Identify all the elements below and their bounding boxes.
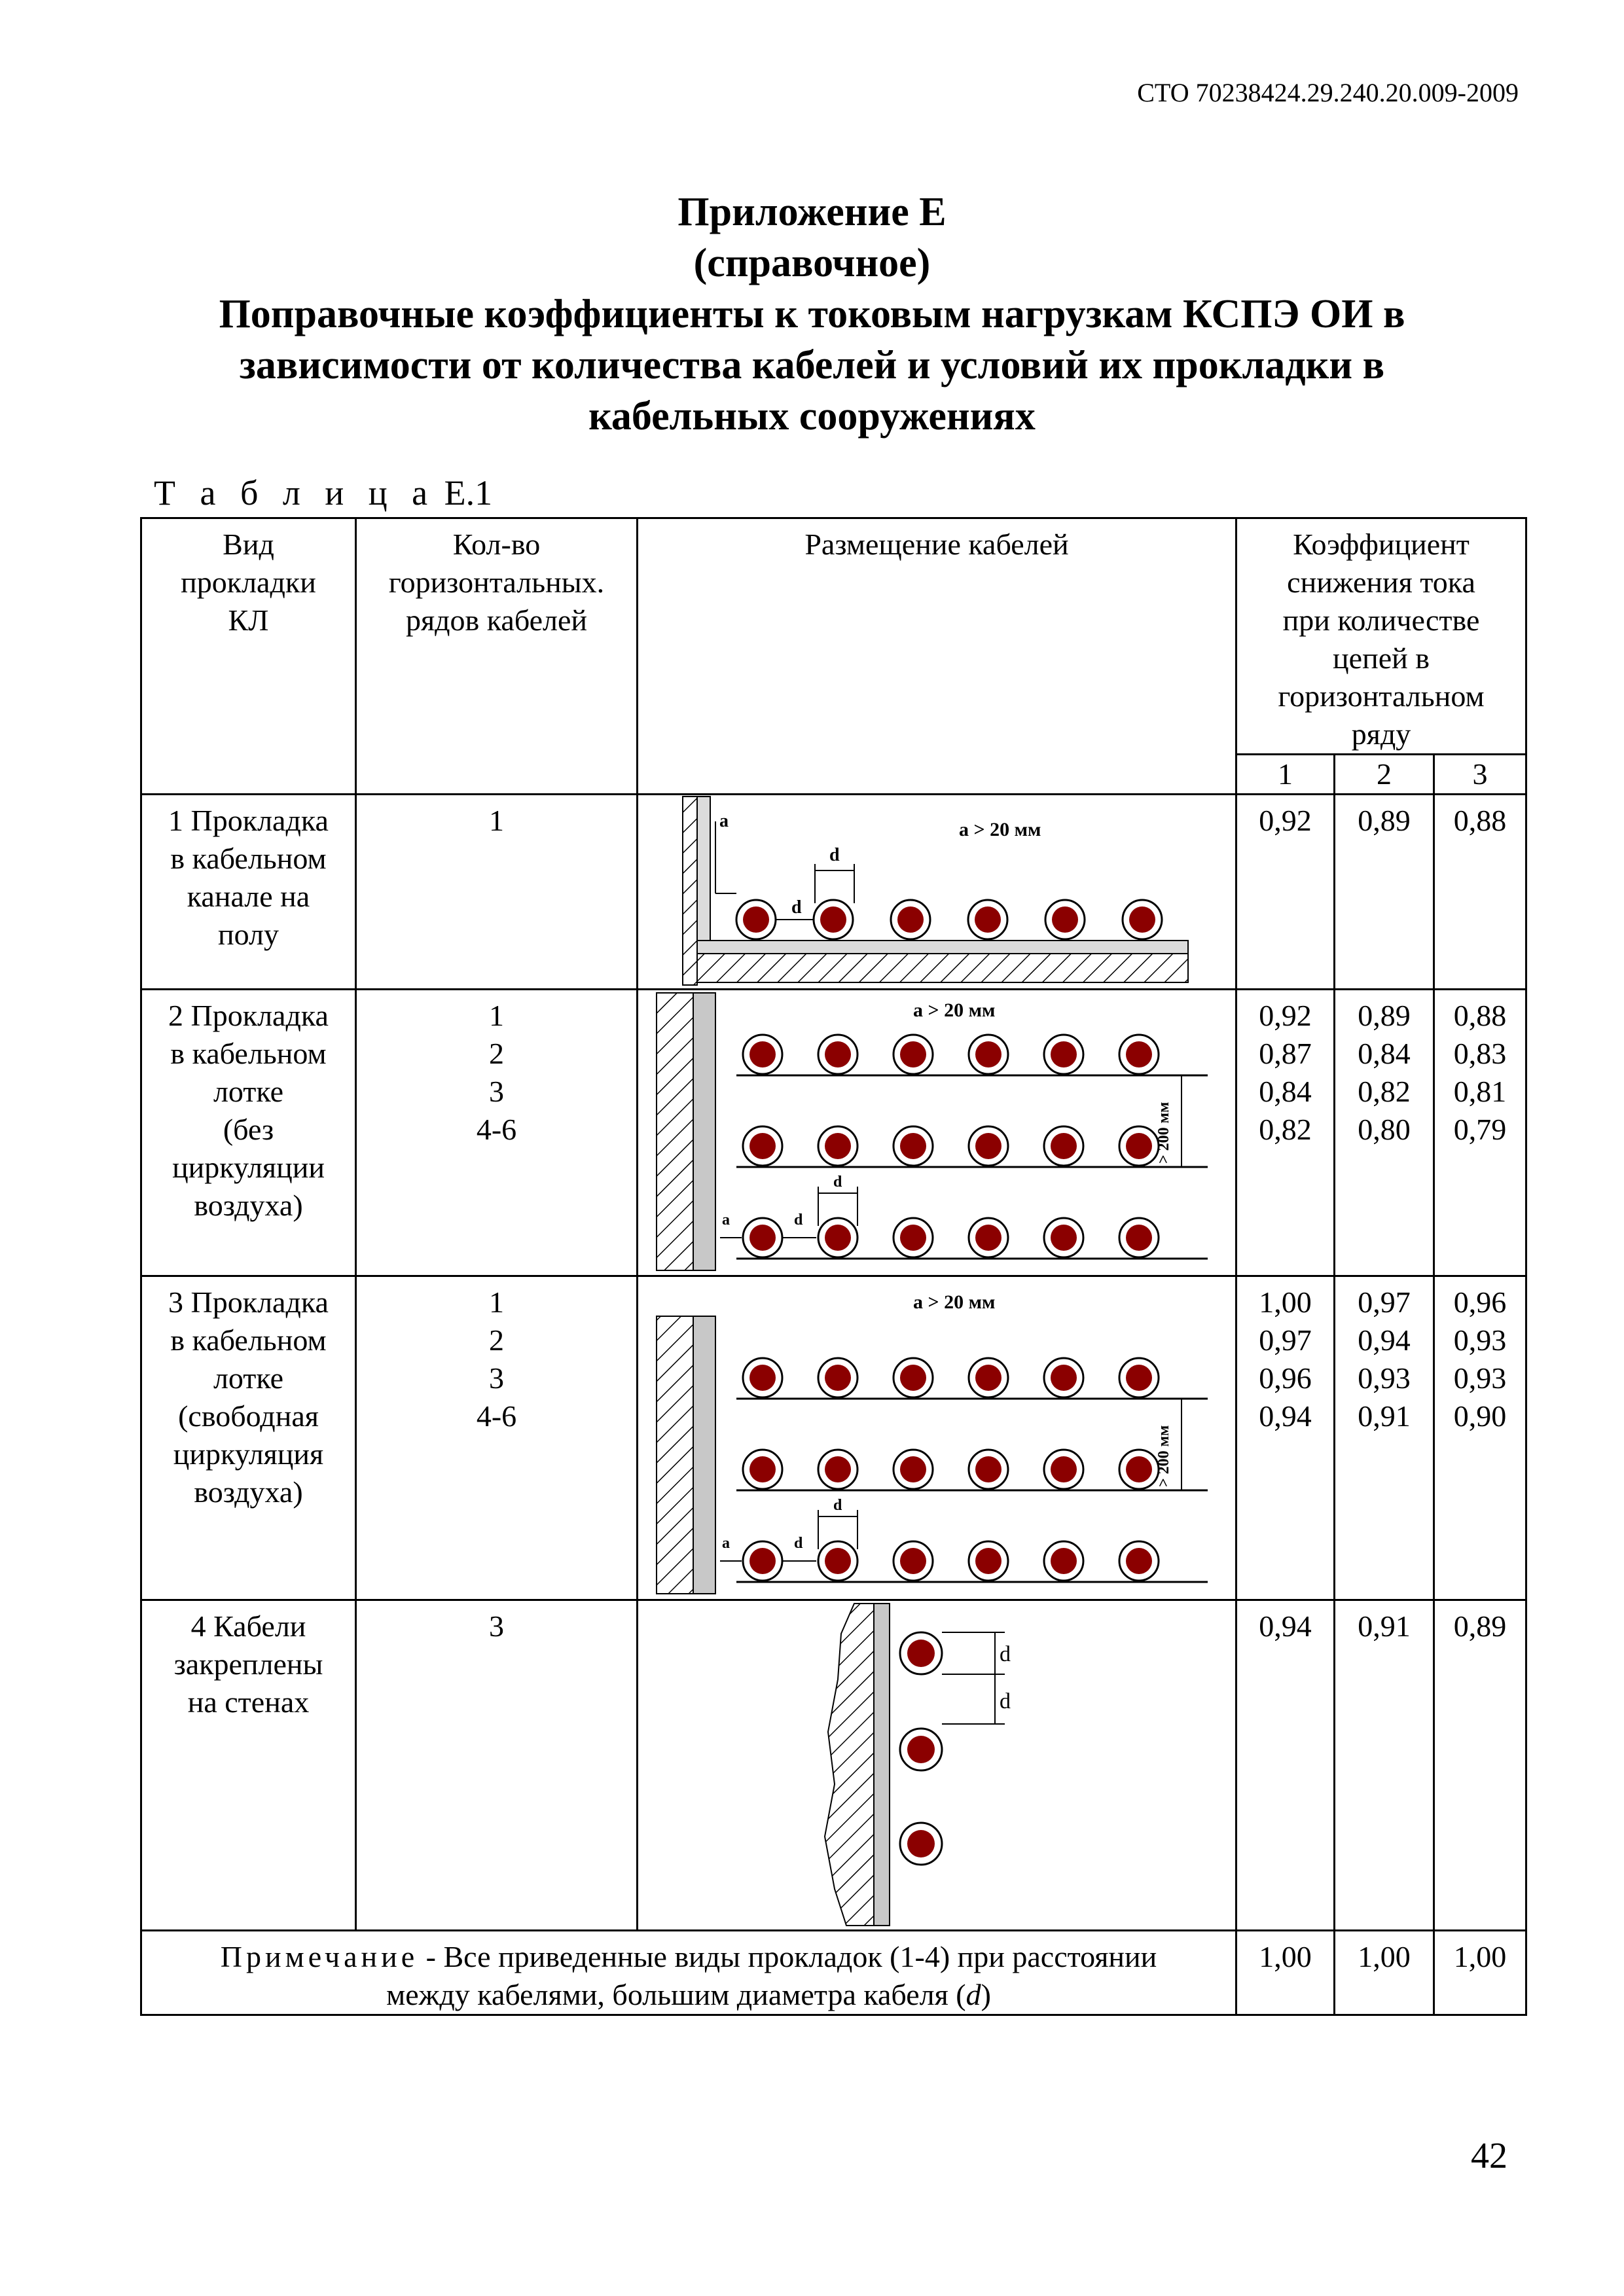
note-var-d: d [965, 1978, 981, 2011]
dim-d-label: d [791, 897, 802, 918]
title-line-1: Приложение Е [677, 190, 947, 234]
arrangement-figure-2 [638, 990, 1236, 1276]
table-caption-number: Е.1 [444, 473, 493, 512]
floor-plate [697, 941, 1188, 954]
table-caption-word: Т а б л и ц а [154, 473, 436, 512]
laying-type-cell: 3 Прокладка в кабельном лотке (свободная циркуляция воздуха) [141, 1276, 356, 1600]
cable [818, 1126, 857, 1166]
dim-a-label: a [722, 1211, 730, 1229]
coef-3-cell: 0,96 0,93 0,93 0,90 [1434, 1276, 1526, 1600]
wall-plate [697, 797, 710, 941]
cable [1119, 1450, 1159, 1489]
coef-2-cell: 0,91 [1335, 1600, 1434, 1931]
dim-d-label: d [829, 845, 840, 865]
tray-support [693, 1316, 715, 1594]
wall-mounted-diagram [638, 1601, 1233, 1928]
table-caption [154, 473, 492, 513]
document-code: СТО 70238424.29.240.20.009-2009 [1137, 78, 1519, 107]
wall-hatch [657, 993, 693, 1270]
coef-3-cell: 0,89 [1434, 1600, 1526, 1931]
cable [1045, 900, 1085, 939]
cable [969, 1218, 1008, 1257]
note-text-2: между кабелями, большим диаметра кабеля ( [386, 1978, 966, 2011]
vertical-gap-label: > 200 мм [1155, 1102, 1172, 1164]
laying-type-cell: 4 Кабели закреплены на стенах [141, 1600, 356, 1931]
cable [969, 1541, 1008, 1581]
cable [1119, 1541, 1159, 1581]
note-row [141, 1931, 1526, 2015]
dimension-lines [942, 1632, 1005, 1724]
coef-2-cell: 0,89 [1335, 795, 1434, 990]
cable [900, 1823, 942, 1865]
floor-hatch [697, 954, 1188, 982]
header-coefficient: Коэффициент снижения тока при количестве цепей в горизонтальном ряду [1236, 518, 1526, 755]
wall-hatch [825, 1604, 874, 1926]
subheader-2: 2 [1335, 755, 1434, 795]
cable [969, 1450, 1008, 1489]
header-laying-type: Вид прокладки КЛ [141, 518, 356, 795]
floor-channel-diagram [638, 795, 1233, 986]
cable [1119, 1218, 1159, 1257]
table-row [141, 1600, 1526, 1931]
table-row [141, 990, 1526, 1276]
wall-plate [874, 1604, 890, 1926]
cable-row-middle [743, 1450, 1159, 1489]
cable [736, 900, 776, 939]
tray-free-circulation-diagram [638, 1277, 1233, 1597]
cable [893, 1541, 933, 1581]
cable-row-top [743, 1035, 1159, 1074]
cable [893, 1126, 933, 1166]
page-title [0, 187, 1624, 442]
cable [1044, 1218, 1083, 1257]
cable [818, 1218, 857, 1257]
coef-1-cell: 0,94 [1236, 1600, 1335, 1931]
coef-3-cell: 0,88 0,83 0,81 0,79 [1434, 990, 1526, 1276]
header-cable-arrangement: Размещение кабелей [638, 518, 1236, 795]
wall-hatch [683, 797, 697, 985]
cable [743, 1035, 782, 1074]
coef-1-cell: 0,92 0,87 0,84 0,82 [1236, 990, 1335, 1276]
rows-count-cell: 1 2 3 4-6 [356, 990, 638, 1276]
cable [1044, 1126, 1083, 1166]
cable [743, 1358, 782, 1397]
tray-no-circulation-diagram [638, 990, 1233, 1273]
cable [1044, 1450, 1083, 1489]
cable [1044, 1358, 1083, 1397]
coef-2-cell: 0,97 0,94 0,93 0,91 [1335, 1276, 1434, 1600]
cable [1119, 1358, 1159, 1397]
cable-row-top [743, 1358, 1159, 1397]
cable [1044, 1541, 1083, 1581]
cable [1119, 1035, 1159, 1074]
note-coef-2: 1,00 [1335, 1931, 1434, 2015]
cable [743, 1541, 782, 1581]
cable [900, 1632, 942, 1674]
dim-a-label: a [719, 811, 729, 831]
cable [818, 1450, 857, 1489]
gap-label: a > 20 мм [959, 819, 1041, 840]
dim-d-label: d [794, 1211, 803, 1229]
wall-hatch [657, 1316, 693, 1594]
cable [1119, 1126, 1159, 1166]
note-cell: Примечание - Все приведенные виды прокладок (1-4) при расстоянии между кабелями, большим диаметра кабеля (d) [141, 1931, 1236, 2015]
cable [1044, 1035, 1083, 1074]
cable [814, 900, 853, 939]
rows-count-cell: 1 [356, 795, 638, 990]
coef-2-cell: 0,89 0,84 0,82 0,80 [1335, 990, 1434, 1276]
cable [969, 1126, 1008, 1166]
cable [818, 1035, 857, 1074]
gap-label: a > 20 мм [913, 999, 996, 1021]
table-row [141, 1276, 1526, 1600]
cable [969, 1358, 1008, 1397]
title-line-4: зависимости от количества кабелей и условий их прокладки в [239, 343, 1385, 387]
dim-d-label: d [1000, 1689, 1011, 1713]
cable [743, 1218, 782, 1257]
cable-row-middle [743, 1126, 1159, 1166]
dim-d-label: d [833, 1497, 842, 1514]
cable [893, 1358, 933, 1397]
note-text-1: - Все приведенные виды прокладок (1-4) при расстоянии [418, 1940, 1157, 1973]
cable [969, 1035, 1008, 1074]
table-row [141, 795, 1526, 990]
cable [891, 900, 930, 939]
subheader-1: 1 [1236, 755, 1335, 795]
cable [893, 1035, 933, 1074]
cable [1123, 900, 1162, 939]
laying-type-cell: 2 Прокладка в кабельном лотке (без циркуляции воздуха) [141, 990, 356, 1276]
cable [900, 1729, 942, 1770]
rows-count-cell: 1 2 3 4-6 [356, 1276, 638, 1600]
cable [818, 1541, 857, 1581]
vertical-gap-label: > 200 мм [1155, 1425, 1172, 1487]
gap-label: a > 20 мм [913, 1291, 996, 1313]
coefficients-table [140, 517, 1527, 2016]
laying-type-cell: 1 Прокладка в кабельном канале на полу [141, 795, 356, 990]
cable [968, 900, 1007, 939]
note-label: Примечание [220, 1940, 419, 1973]
cable [893, 1218, 933, 1257]
coef-1-cell: 1,00 0,97 0,96 0,94 [1236, 1276, 1335, 1600]
cable [743, 1450, 782, 1489]
cable [893, 1450, 933, 1489]
cable [818, 1358, 857, 1397]
arrangement-figure-4 [638, 1600, 1236, 1931]
arrangement-figure-1 [638, 795, 1236, 990]
note-coef-3: 1,00 [1434, 1931, 1526, 2015]
tray-support [693, 993, 715, 1270]
coef-1-cell: 0,92 [1236, 795, 1335, 990]
dim-d-label: d [833, 1174, 842, 1191]
dim-d-label: d [1000, 1642, 1011, 1666]
title-line-3: Поправочные коэффициенты к токовым нагрузкам КСПЭ ОИ в [219, 292, 1405, 336]
cable [743, 1126, 782, 1166]
dim-a-label: a [722, 1535, 730, 1552]
note-coef-1: 1,00 [1236, 1931, 1335, 2015]
subheader-3: 3 [1434, 755, 1526, 795]
rows-count-cell: 3 [356, 1600, 638, 1931]
title-line-5: кабельных сооружениях [588, 394, 1036, 439]
arrangement-figure-3 [638, 1276, 1236, 1600]
title-line-2: (справочное) [693, 241, 931, 285]
header-rows-count: Кол-во горизонтальных. рядов кабелей [356, 518, 638, 795]
page-number: 42 [1471, 2136, 1507, 2176]
coef-3-cell: 0,88 [1434, 795, 1526, 990]
dim-d-label: d [794, 1535, 803, 1552]
